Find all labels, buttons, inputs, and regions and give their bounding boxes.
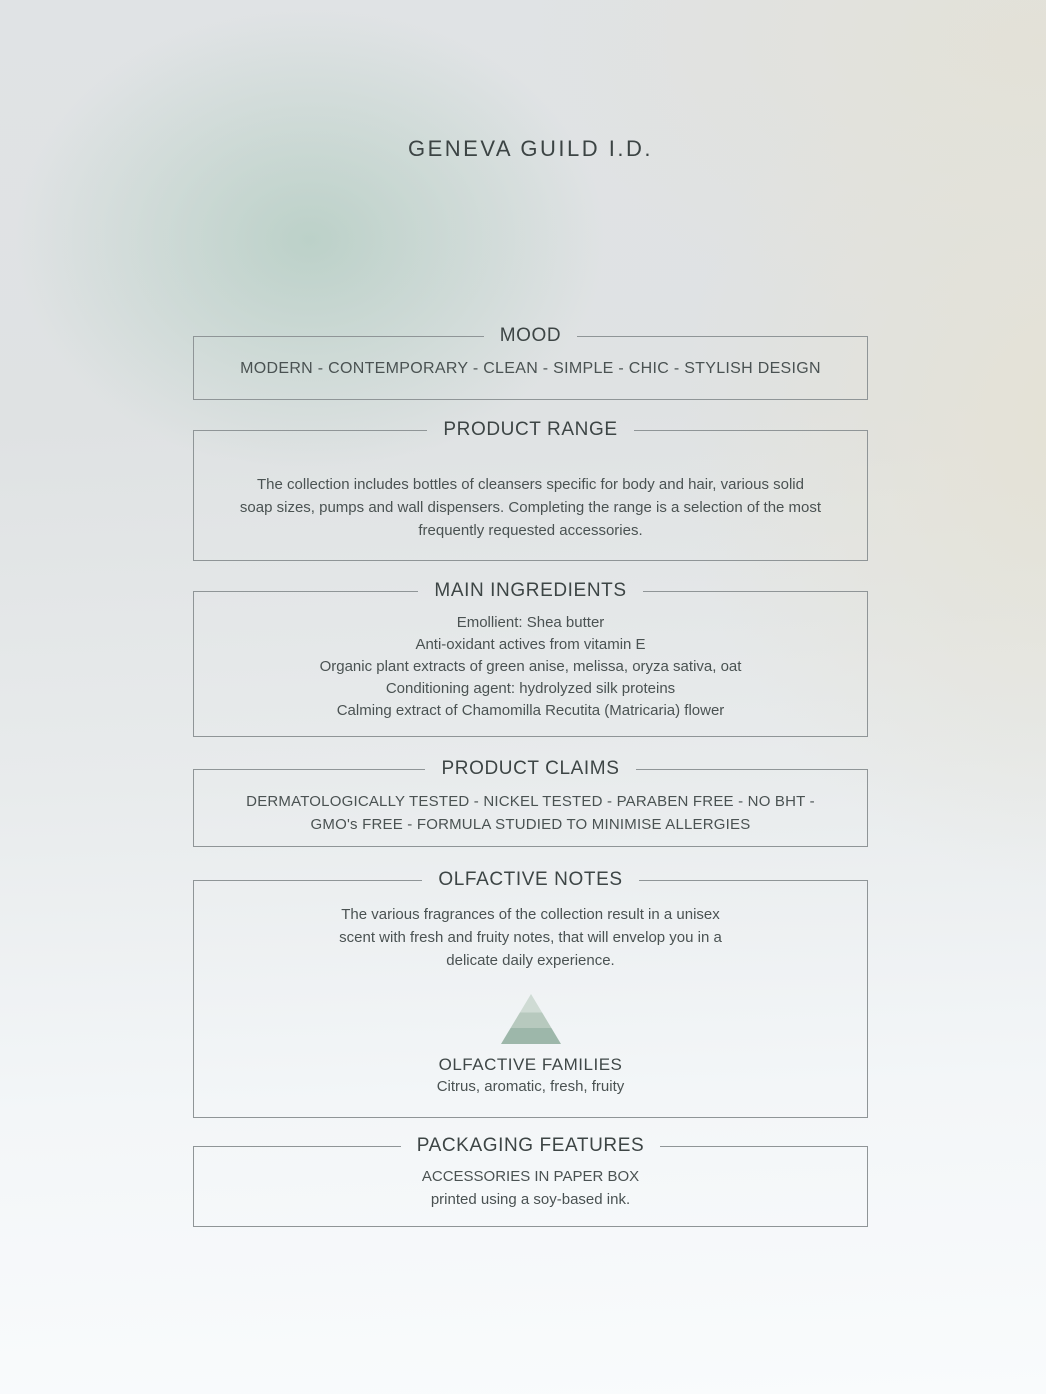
header-rule-right [634,430,868,431]
ingredients-list [194,591,867,722]
olfactive-pyramid-icon [501,994,561,1044]
section-olfactive-notes-header [193,869,868,891]
header-rule-left [193,880,422,881]
section-mood [193,325,868,400]
header-rule-right [639,880,868,881]
paragraph-line: delicate daily experience. [446,952,615,969]
page-title: GENEVA GUILD I.D. [407,136,654,161]
ingredient-line: Organic plant extracts of green anise, melissa, oryza sativa, oat [319,658,742,675]
section-product-claims-header [193,758,868,780]
paragraph-line: GMO's FREE - FORMULA STUDIED TO MINIMISE ALLERGIES [310,816,751,833]
section-mood-header [193,325,868,347]
header-rule-right [577,336,868,337]
header-rule-left [193,1146,401,1147]
section-product-range [193,419,868,561]
section-title: PACKAGING FEATURES [416,1135,645,1156]
section-olfactive-notes [193,869,868,1118]
section-main-ingredients-header [193,580,868,602]
header-rule-left [193,591,418,592]
section-title: OLFACTIVE NOTES [438,869,623,890]
header-rule-right [660,1146,868,1147]
paragraph-line: scent with fresh and fruity notes, that will envelop you in a [339,929,722,946]
product-range-paragraph [194,430,867,542]
section-product-claims [193,758,868,847]
section-packaging-features [193,1135,868,1227]
olfactive-families-list: Citrus, aromatic, fresh, fruity [436,1078,625,1095]
section-packaging-features-header [193,1135,868,1157]
olfactive-families-title: OLFACTIVE FAMILIES [438,1055,623,1074]
paragraph-line: The various fragrances of the collection result in a unisex [341,906,720,923]
olfactive-notes-paragraph [194,880,867,1098]
section-title: PRODUCT CLAIMS [441,758,620,779]
paragraph-line: The collection includes bottles of cleansers specific for body and hair, various solid [257,476,804,493]
paragraph-line: ACCESSORIES IN PAPER BOX [421,1168,640,1185]
ingredient-line: Conditioning agent: hydrolyzed silk proteins [385,680,676,697]
section-main-ingredients [193,580,868,737]
paragraph-line: printed using a soy-based ink. [430,1191,631,1208]
section-product-range-header [193,419,868,441]
header-rule-left [193,769,425,770]
section-title: MAIN INGREDIENTS [434,580,627,601]
section-title: MOOD [499,325,562,346]
header-rule-left [193,430,427,431]
ingredient-line: Anti-oxidant actives from vitamin E [415,636,646,653]
paragraph-line: DERMATOLOGICALLY TESTED - NICKEL TESTED - PARABEN FREE - NO BHT - [246,793,815,810]
ingredient-line: Emollient: Shea butter [456,614,605,631]
ingredient-line: Calming extract of Chamomilla Recutita (Matricaria) flower [336,702,725,719]
paragraph-line: soap sizes, pumps and wall dispensers. Completing the range is a selection of the most [239,499,822,516]
section-title: PRODUCT RANGE [443,419,618,440]
header-rule-right [643,591,868,592]
paragraph-line: frequently requested accessories. [418,522,643,539]
header-rule-left [193,336,484,337]
header-rule-right [636,769,868,770]
mood-keywords: MODERN - CONTEMPORARY - CLEAN - SIMPLE - CHIC - STYLISH DESIGN [240,360,821,377]
